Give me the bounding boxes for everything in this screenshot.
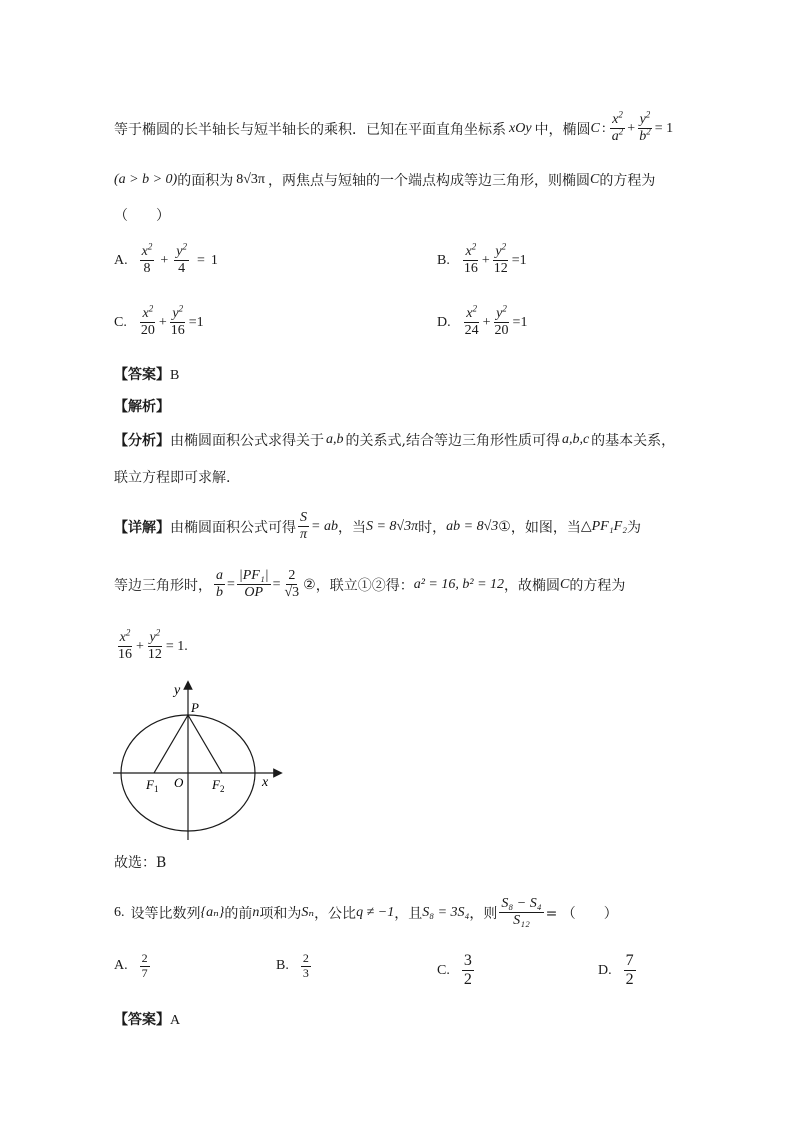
answer-6: 【答案】A [114,1012,181,1028]
intro-text: 等于椭圆的长半轴长与短半轴长的乘积．已知在平面直角坐标系 [114,121,506,138]
intro-line-1: 等于椭圆的长半轴长与短半轴长的乘积．已知在平面直角坐标系 xOy 中，椭圆 C : $\frac{x^2}{a^2}$ + $\frac{y^2}{b^2}$ = 1 [114,109,674,145]
intro-line-2 [114,170,655,190]
question-paren: （ ） [114,208,170,224]
q6-option-d: D. $\frac{7}{2}$ [598,952,634,989]
option-a: A. $\frac{x^2}{8}$ + $\frac{y^2}{4}$ = 1 [114,241,218,277]
area-value: 8√3π [236,172,265,187]
fenxi-line-1: 【分析】 由椭圆面积公式求得关于 a,b 的关系式,结合等边三角形性质可得 a,b,c 的基本关系， [114,432,676,449]
ellipse-eq-x: $\frac{x^2}{a^2}$ [611,109,624,145]
fenxi-line-2: 联立方程即可求解. [114,470,231,486]
xiangjie-line-3: $\frac{x^2}{16}$ + $\frac{y^2}{12}$ = 1. [118,627,188,663]
analysis-tag: 【解析】 [114,399,170,415]
p-label: P [191,700,199,715]
q6-option-b: B. $\frac{2}{3}$ [276,951,309,980]
x-label: x [262,775,269,790]
ellipse-figure [108,680,288,840]
conclusion-5: 故选：B [114,855,167,871]
intro-text: 的面积为 [177,173,234,189]
q6-option-c: C. $\frac{3}{2}$ [437,952,472,989]
f2-label: $F_2$ [212,777,225,794]
ellipse-name: C [589,172,600,187]
intro-text: ，两焦点与短轴的一个端点构成等边三角形，则椭圆 [267,173,590,189]
condition: (a > b > 0) [114,172,178,187]
intro-text-mid: 中，椭圆 [534,121,591,138]
answer-5: 【答案】B [114,367,180,383]
option-c: C. $\frac{x^2}{20}$ + $\frac{y^2}{16}$ = 1 [114,303,204,339]
xiangjie-line-1: 【详解】 由椭圆面积公式可得 $\frac{S}{\pi}$ = ab ，当 S = 8√3π 时， ab = 8√3 ① ，如图，当 △PF₁F₂ 为 [114,510,641,543]
question-6: 6. 设等比数列 {aₙ} 的前 n 项和为 Sₙ ，公比 q ≠ −1 ，且 S₈ = 3S₄ ，则 $\frac{\text{S₈ − S₄}}{\text{S₁₂}}$ = （ ） [114,896,618,929]
ellipse-name: C [590,120,600,136]
segment-pf1 [154,715,188,773]
y-label: y [174,683,181,698]
segment-pf2 [188,715,222,773]
coord-system: xOy [509,120,532,136]
intro-text: 的方程为 [599,173,656,189]
option-d: D. $\frac{x^2}{24}$ + $\frac{y^2}{20}$ = 1 [437,303,528,339]
xiangjie-line-2: 等边三角形时， $\frac{a}{b}$ = $\frac{\text{|PF₁|}}{OP}$ = $\frac{2}{√3}$ ② ，联立①②得： a² = 16, b² = 12 ，故椭圆 C 的方程为 [114,568,626,601]
f1-label: $F_1$ [146,777,159,794]
option-b: B. $\frac{x^2}{16}$ + $\frac{y^2}{12}$ = 1 [437,241,527,277]
o-label: O [174,775,184,790]
q6-option-a: A. $\frac{2}{7}$ [114,951,148,980]
ellipse-eq-y: $\frac{y^2}{b^2}$ [639,109,651,145]
